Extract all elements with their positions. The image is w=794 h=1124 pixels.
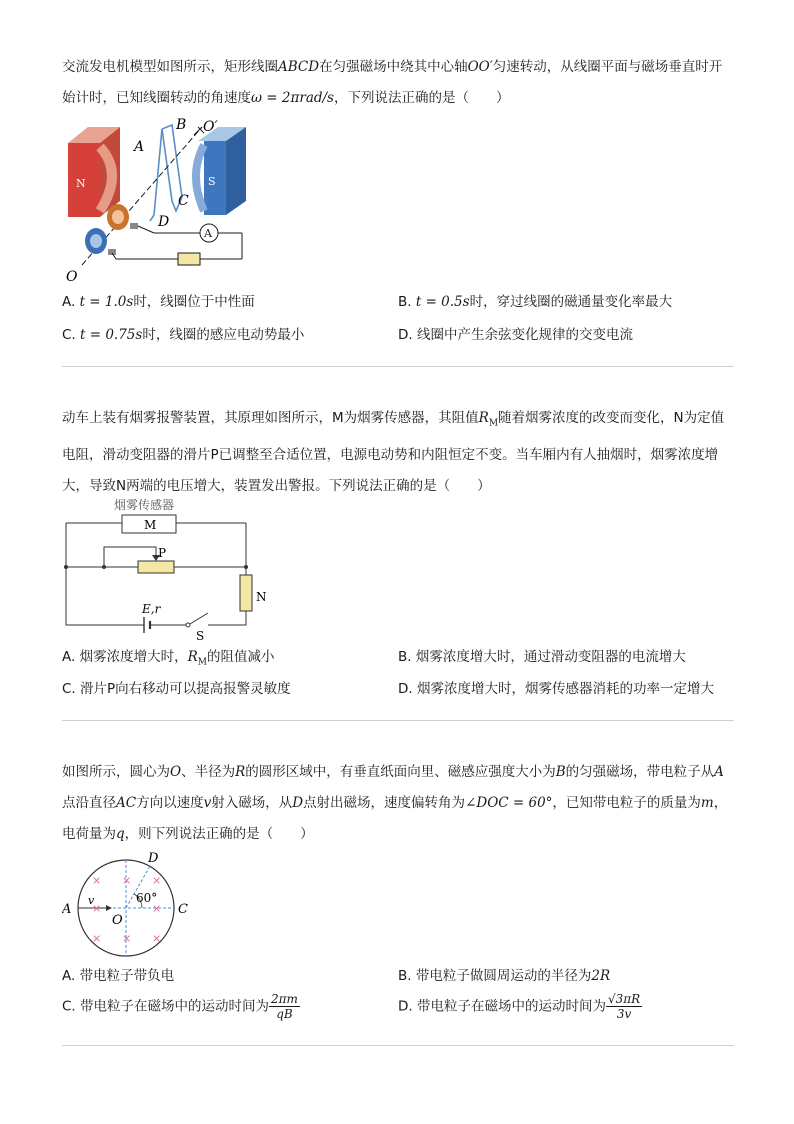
smoke-alarm-circuit (62, 497, 272, 642)
option-2b[interactable]: B. 烟雾浓度增大时，通过滑动变阻器的电流增大 (398, 649, 686, 665)
option-1b[interactable]: B. t = 0.5s时，穿过线圈的磁通量变化率最大 (398, 294, 673, 310)
svg-text:×: × (92, 874, 102, 887)
fraction-c: $\frac{2\pi m}{qB}$ (271, 992, 298, 1021)
fraction-d: $\frac{√3\pi R}{3v}$ (607, 992, 641, 1021)
label-a: A (62, 902, 72, 917)
option-3b[interactable]: B. 带电粒子做圆周运动的半径为2R (398, 968, 611, 984)
option-2a[interactable]: A. 烟雾浓度增大时，$R_M$的阻值减小 (62, 649, 275, 668)
label-d: D (158, 214, 170, 230)
rheostat (138, 561, 174, 573)
s-magnet-side (226, 127, 246, 215)
switch-contact (186, 623, 190, 627)
option-3d[interactable]: D. 带电粒子在磁场中的运动时间为 $\frac{√3\pi R}{3v}$ (398, 992, 641, 1021)
question-3-options (62, 966, 734, 1028)
n-label: N (76, 177, 86, 190)
question-1-stem: 交流发电机模型如图所示，矩形线圈ABCD在匀强磁场中绕其中心轴OO′匀速转动，从线圈平面与磁场垂直时开始计时，已知线圈转动的角速度ω = 2πrad/s，下列说法正确的是（ ） (62, 59, 723, 106)
label-b: B (176, 117, 187, 133)
brush-1 (130, 223, 138, 229)
axis-name: OO′ (467, 59, 493, 75)
question-3-stem: 如图所示，圆心为O、半径为R的圆形区域中，有垂直纸面向里、磁感应强度大小为B的匀强磁场，带电粒子从A点沿直径AC方向以速度v射入磁场，从D点射出磁场，速度偏转角为∠DOC = 60°，已知带电粒子的质量为m，电荷量为q，则下列说法正确的是（ ） (62, 764, 728, 842)
label-d: D (148, 851, 159, 866)
sensor-title: 烟雾传感器 (114, 498, 175, 512)
label-p: P (158, 546, 167, 560)
svg-text:×: × (152, 932, 162, 945)
option-1a[interactable]: A. t = 1.0s时，线圈位于中性面 (62, 294, 255, 310)
brush-2 (108, 249, 116, 255)
question-1 (62, 52, 734, 114)
svg-text:×: × (122, 932, 132, 945)
label-m: M (144, 518, 157, 532)
question-2-stem: 动车上装有烟雾报警装置，其原理如图所示，M为烟雾传感器，其阻值$R_M$随着烟雾浓度的改变而变化，N为定值电阻，滑动变阻器的滑片P已调整至合适位置，电源电动势和内阻恒定不变。当车厢内有人抽烟时，烟雾浓度增大，导致N两端的电压增大，装置发出警报。下列说法正确的是（ ） (62, 410, 725, 494)
s-label: S (208, 175, 216, 188)
svg-text:×: × (122, 874, 132, 887)
omega-math: ω = 2πrad/s (251, 90, 334, 106)
option-2c[interactable]: C. 滑片P向右移动可以提高报警灵敏度 (62, 681, 291, 697)
s-pole-face (196, 145, 204, 211)
coil-name: ABCD (278, 59, 320, 75)
option-3c[interactable]: C. 带电粒子在磁场中的运动时间为 $\frac{2\pi m}{qB}$ (62, 992, 298, 1021)
switch-s (190, 613, 208, 624)
magnetic-field-circle (62, 850, 198, 962)
label-v: v (88, 894, 95, 907)
divider-3 (62, 1045, 734, 1046)
resistor-n (240, 575, 252, 611)
label-c: C (178, 193, 189, 209)
label-er: E,r (142, 602, 161, 616)
label-a: A (134, 139, 145, 155)
option-1d[interactable]: D. 线圈中产生余弦变化规律的交变电流 (398, 327, 633, 343)
question-1-options (62, 292, 734, 344)
divider-1 (62, 366, 734, 367)
arrow-head-icon (106, 905, 112, 911)
question-2 (62, 403, 734, 502)
generator-figure (62, 113, 248, 283)
divider-2 (62, 720, 734, 721)
option-2d[interactable]: D. 烟雾浓度增大时，烟雾传感器消耗的功率一定增大 (398, 681, 714, 697)
label-n: N (256, 590, 267, 604)
wire-left (66, 523, 144, 625)
label-angle: 60° (136, 891, 158, 905)
resistor (178, 253, 200, 265)
label-o-prime: O′ (203, 119, 218, 135)
label-o: O (66, 269, 78, 283)
label-c: C (178, 902, 188, 917)
label-o: O (112, 913, 123, 928)
svg-text:×: × (152, 874, 162, 887)
svg-text:×: × (152, 902, 162, 915)
question-3 (62, 757, 734, 850)
option-3a[interactable]: A. 带电粒子带负电 (62, 968, 175, 984)
svg-text:×: × (92, 932, 102, 945)
option-1c[interactable]: C. t = 0.75s时，线圈的感应电动势最小 (62, 327, 305, 343)
question-2-options (62, 647, 734, 699)
svg-text:×: × (92, 902, 102, 915)
ammeter-label: A (204, 227, 212, 240)
field-crosses (92, 874, 161, 945)
label-s: S (196, 629, 205, 642)
